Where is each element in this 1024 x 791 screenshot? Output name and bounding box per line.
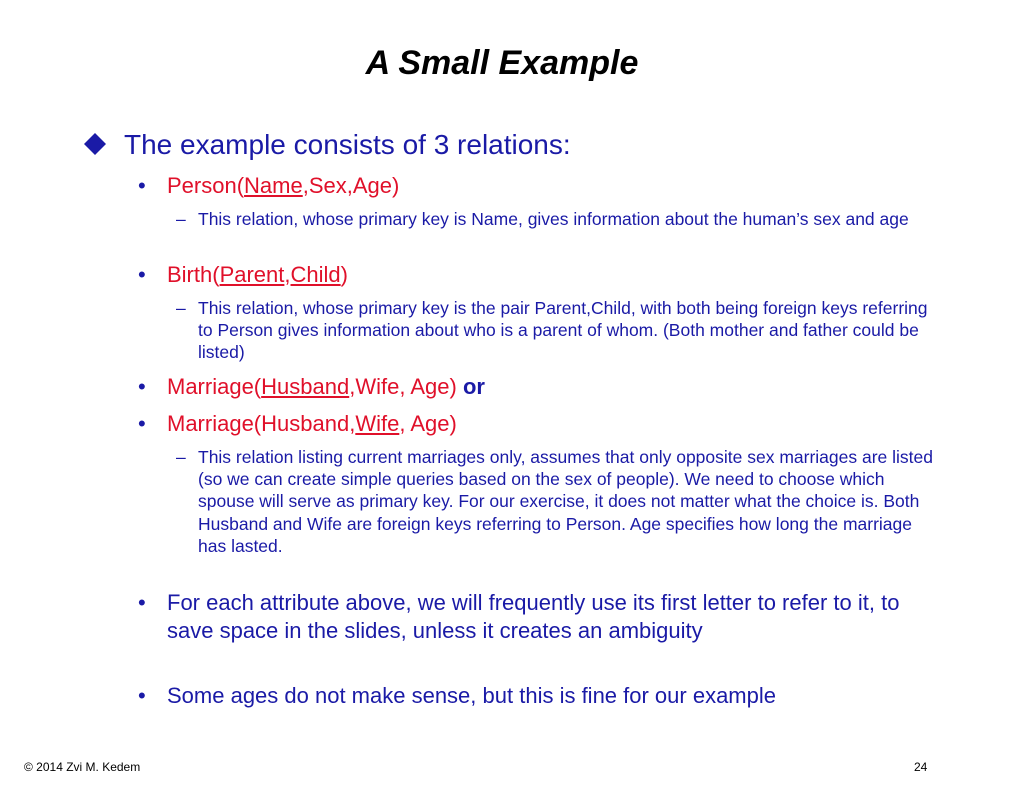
person-relation: Person(Name,Sex,Age) — [167, 173, 400, 198]
bullet-dot: • — [138, 374, 146, 399]
bullet-dot: • — [138, 590, 146, 615]
page-number: 24 — [914, 760, 928, 774]
bullet-dot: • — [138, 411, 146, 436]
birth-relation: Birth(Parent,Child) — [167, 262, 348, 287]
footer-copyright: © 2014 Zvi M. Kedem — [24, 760, 141, 774]
slide-title: A Small Example — [365, 44, 639, 82]
or-label: or — [462, 374, 485, 399]
diamond-icon — [84, 133, 106, 155]
intro-text: The example consists of 3 relations: — [124, 129, 571, 160]
bullet-dot: • — [138, 173, 146, 198]
bullet-dot: • — [138, 683, 146, 708]
bullet-dot: • — [138, 262, 146, 287]
